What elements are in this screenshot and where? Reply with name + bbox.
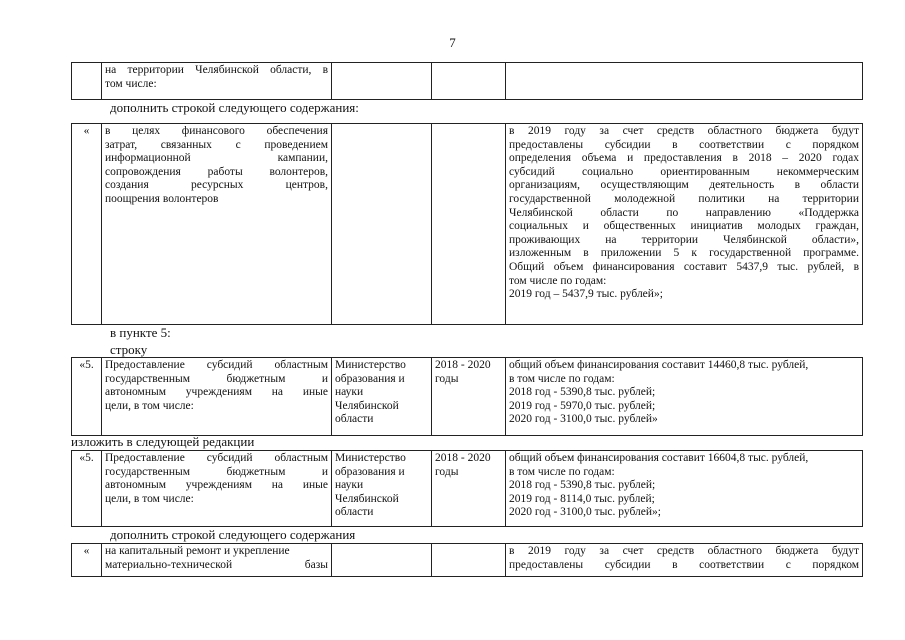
instruction-new-wording: изложить в следующей редакции	[71, 434, 255, 449]
cell-text	[506, 451, 863, 527]
cell-num	[72, 358, 102, 436]
cell-num	[72, 451, 102, 527]
instruction-in-item-5: в пункте 5:	[110, 325, 171, 340]
text-line: социальных и общественных инициатив молодых граждан,	[509, 220, 859, 233]
desc-line: автономным учреждениям на иные	[105, 479, 328, 492]
text-line: 2018 год - 5390,8 тыс. рублей;	[509, 386, 656, 399]
period-line: годы	[435, 465, 459, 478]
row-number: «5.	[79, 452, 94, 464]
text-line: государственной молодежной политики на территории	[509, 192, 859, 205]
text-line: субсидий социально ориентированным некоммерческим	[509, 165, 859, 178]
desc-line: государственным бюджетным и	[105, 465, 328, 478]
cell-description	[102, 358, 332, 436]
desc-line: сопровождения работы волонтеров,	[105, 165, 328, 178]
cell-description	[102, 544, 332, 577]
row-number: «	[83, 125, 90, 137]
agency-line: Челябинской	[335, 492, 399, 505]
desc-line: материально-технической базы	[105, 558, 328, 571]
text-line: в том числе по годам:	[509, 465, 615, 478]
text-line: определения объема и предоставления в 2018 – 2020 годах	[509, 152, 859, 165]
text-line: предоставлены субсидии в соответствии с порядком	[509, 558, 859, 571]
table-old-row-5	[71, 357, 863, 436]
row-number: «5.	[79, 359, 94, 371]
table-new-row-repair	[71, 543, 863, 577]
desc-line: поощрения волонтеров	[105, 192, 219, 205]
desc-line: том числе:	[105, 77, 157, 90]
desc-line: цели, в том числе:	[105, 399, 194, 412]
text-line: Общий объем финансирования составит 5437,9 тыс. рублей, в	[509, 260, 859, 273]
agency-line: образования и	[335, 465, 405, 478]
instruction-add-row-2: дополнить строкой следующего содержания	[110, 527, 356, 542]
text-line: в 2019 году за счет средств областного бюджета будут	[509, 545, 859, 557]
desc-line: в целях финансового обеспечения	[105, 125, 328, 137]
text-line: 2020 год - 3100,0 тыс. рублей»;	[509, 506, 661, 519]
text-line: изложенным в приложении 5 к государственной программе.	[509, 247, 859, 260]
desc-line: затрат, связанных с проведением	[105, 138, 328, 151]
agency-line: Челябинской	[335, 399, 399, 412]
cell-period	[432, 63, 506, 100]
desc-line: на капитальный ремонт и укрепление	[105, 545, 290, 557]
table-new-row-volunteers	[71, 123, 863, 325]
period-line: 2018 - 2020	[435, 359, 491, 371]
instruction-row: строку	[110, 342, 148, 357]
cell-period	[432, 451, 506, 527]
cell-text	[506, 544, 863, 577]
agency-line: науки	[335, 479, 364, 492]
cell-num	[72, 544, 102, 577]
cell-num	[72, 124, 102, 325]
desc-line: на территории Челябинской области, в	[105, 64, 328, 76]
desc-line: информационной кампании,	[105, 152, 328, 165]
cell-text	[506, 124, 863, 325]
desc-line: автономным учреждениям на иные	[105, 386, 328, 399]
text-line: общий объем финансирования составит 16604,8 тыс. рублей,	[509, 452, 809, 464]
period-line: годы	[435, 372, 459, 385]
text-line: 2018 год - 5390,8 тыс. рублей;	[509, 479, 656, 492]
agency-line: области	[335, 506, 374, 519]
cell-num	[72, 63, 102, 100]
page-number: 7	[449, 35, 456, 50]
cell-agency	[332, 358, 432, 436]
cell-description	[102, 451, 332, 527]
text-line: 2019 год - 5970,0 тыс. рублей;	[509, 399, 656, 412]
text-line: 2019 год - 8114,0 тыс. рублей;	[509, 492, 655, 505]
table-new-row-5	[71, 450, 863, 527]
text-line: 2020 год - 3100,0 тыс. рублей»	[509, 413, 658, 426]
table-fragment-top	[71, 62, 863, 100]
instruction-add-row: дополнить строкой следующего содержания:	[110, 100, 359, 115]
text-line: общий объем финансирования составит 14460,8 тыс. рублей,	[509, 359, 809, 371]
text-line: 2019 год – 5437,9 тыс. рублей»;	[509, 288, 663, 301]
text-line: предоставлены субсидии в соответствии с порядком	[509, 138, 859, 151]
cell-agency	[332, 451, 432, 527]
text-line: в 2019 году за счет средств областного бюджета будут	[509, 125, 859, 137]
desc-line: государственным бюджетным и	[105, 372, 328, 385]
text-line: том числе по годам:	[509, 274, 607, 287]
desc-line: создания ресурсных центров,	[105, 179, 328, 192]
agency-line: науки	[335, 386, 364, 399]
text-line: организациям, осуществляющим деятельность в области	[509, 179, 859, 192]
agency-line: области	[335, 413, 374, 426]
period-line: 2018 - 2020	[435, 452, 491, 464]
desc-line: цели, в том числе:	[105, 492, 194, 505]
cell-agency	[332, 124, 432, 325]
agency-line: Министерство	[335, 452, 406, 464]
cell-text	[506, 358, 863, 436]
cell-agency	[332, 63, 432, 100]
cell-period	[432, 544, 506, 577]
row-number: «	[83, 545, 90, 557]
desc-line: Предоставление субсидий областным	[105, 452, 328, 464]
cell-agency	[332, 544, 432, 577]
cell-period	[432, 124, 506, 325]
cell-text	[506, 63, 863, 100]
text-line: проживающих на территории Челябинской области»,	[509, 233, 859, 246]
agency-line: Министерство	[335, 359, 406, 371]
cell-description	[102, 63, 332, 100]
agency-line: образования и	[335, 372, 405, 385]
text-line: в том числе по годам:	[509, 372, 615, 385]
cell-period	[432, 358, 506, 436]
text-line: Челябинской области по направлению «Поддержка	[509, 206, 859, 219]
cell-description	[102, 124, 332, 325]
desc-line: Предоставление субсидий областным	[105, 359, 328, 371]
